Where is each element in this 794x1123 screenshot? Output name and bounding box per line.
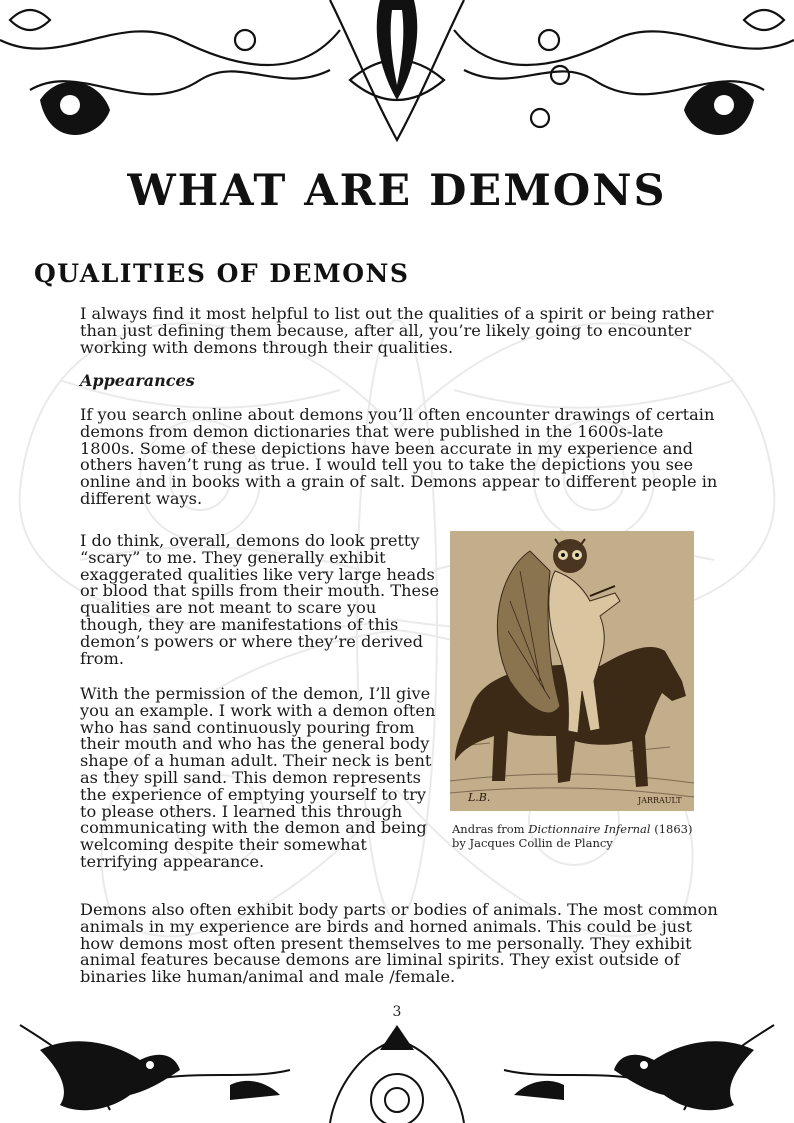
top-floral-ornament <box>0 0 794 150</box>
page-title: WHAT ARE DEMONS <box>127 166 667 216</box>
scary-paragraph: I do think, overall, demons do look pretty “scary” to me. They generally exhibit exaggerated qualities like very large heads or blood that spills from their mouth. These qualities are not meant to scare you though, they are manifestations of this demon’s powers or where they’re derived from. <box>80 531 440 668</box>
caption-book-title: Dictionnaire Infernal <box>528 822 651 836</box>
caption-author: by Jacques Collin de Plancy <box>452 836 613 850</box>
left-gargoyle <box>40 1041 180 1110</box>
appearances-paragraph: If you search online about demons you’ll often encounter drawings of certain demons from demon dictionaries that were published in the 1600s-late 1800s. Some of these depictions have been accurate in my experience and others haven’t rung as true. I would tell you to take the depictions you see online and in books with a grain of salt. Demons appear to different people in different ways. <box>80 405 718 508</box>
animals-paragraph: Demons also often exhibit body parts or bodies of animals. The most common animals in my experience are birds and horned animals. This could be just how demons most often present themselves to me personally. They exhibit animal features because demons are liminal spirits. They exist outside of binaries like human/animal and male /female. <box>80 900 718 987</box>
andras-illustration <box>450 531 694 811</box>
caption-year: (1863) <box>650 822 693 836</box>
bottom-gargoyle-ornament <box>0 1010 794 1123</box>
intro-paragraph: I always find it most helpful to list out the qualities of a spirit or being rather than just defining them because, after all, you’re likely going to encounter working with demons through their qualities. <box>80 304 714 357</box>
section-heading: QUALITIES OF DEMONS <box>34 259 410 288</box>
caption-prefix: Andras from <box>452 822 529 836</box>
page-number: 3 <box>392 1004 402 1020</box>
figure-caption <box>452 822 722 850</box>
appearances-subheading: Appearances <box>80 371 195 390</box>
right-gargoyle <box>614 1041 754 1110</box>
illustration-signature-left: L.B. <box>468 791 491 804</box>
example-paragraph: With the permission of the demon, I’ll give you an example. I work with a demon often who has sand continuously pouring from their mouth and who has the general body shape of a human adult. Their neck is bent as they spill sand. This demon represents the experience of emptying yourself to try to please others. I learned this through communicating with the demon and being welcoming despite their somewhat terrifying appearance. <box>80 684 436 871</box>
illustration-signature-right: JARRAULT <box>638 796 682 805</box>
